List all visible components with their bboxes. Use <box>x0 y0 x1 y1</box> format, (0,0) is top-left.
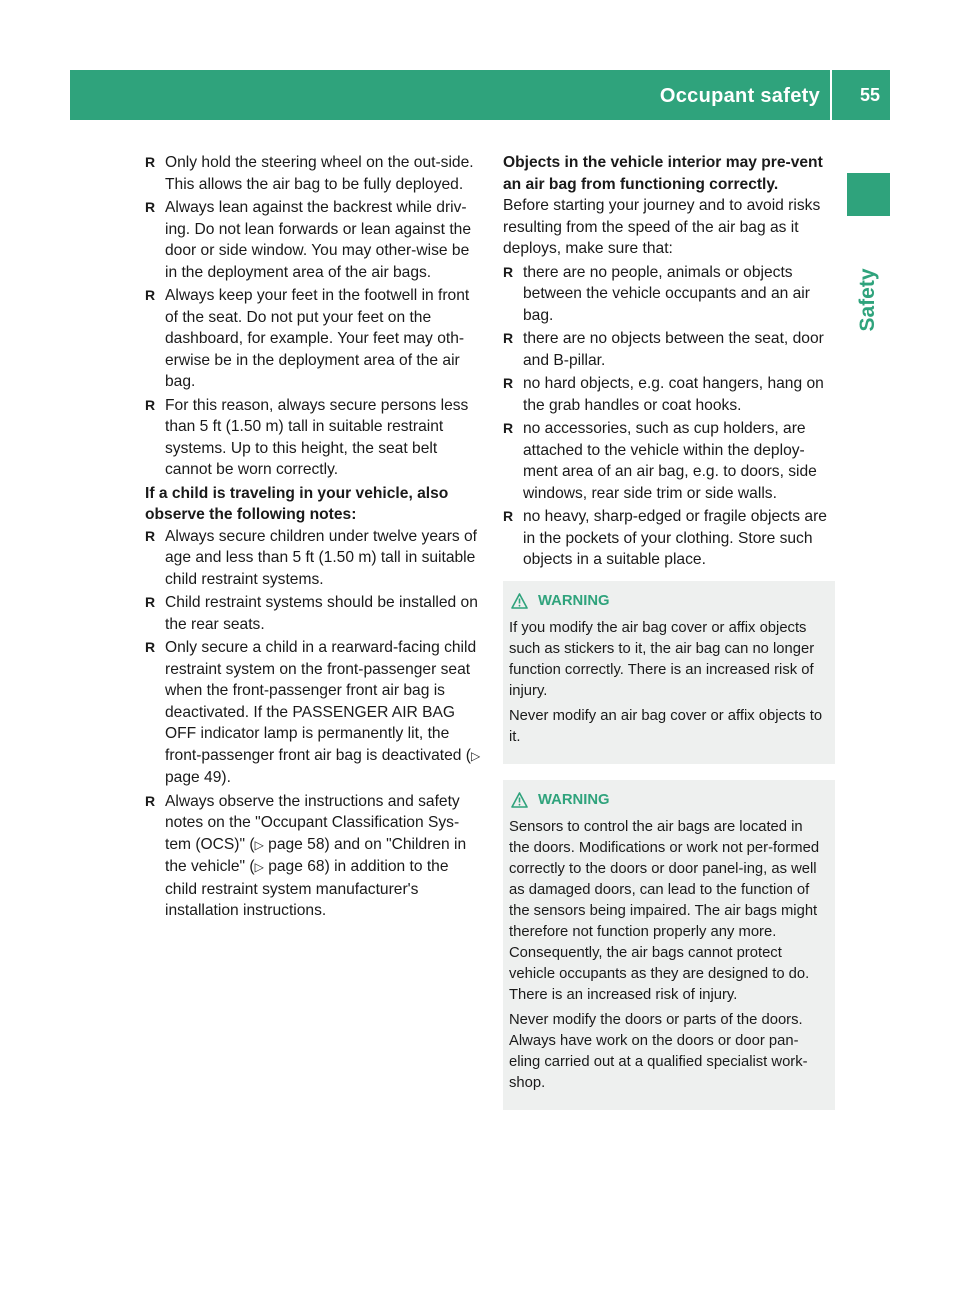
objects-heading: Objects in the vehicle interior may pre-vent an air bag from functioning correctly. <box>503 154 823 193</box>
warning-label: WARNING <box>538 592 610 609</box>
list-item-text: ) in addition to the child restraint system manufacturer's installation instructions. <box>165 858 449 919</box>
page-ref-arrow-icon: ▷ <box>470 748 481 763</box>
bullet-list-2 <box>145 526 483 922</box>
list-item: R there are no people, animals or objects between the vehicle occupants and an air bag. <box>503 262 835 327</box>
list-item: R Always lean against the backrest while driv-ing. Do not lean forwards or lean against the door or side window. You may other-wise be in the deployment area of the air bags. <box>145 197 483 283</box>
section-tab-marker <box>847 173 890 216</box>
list-item: R For this reason, always secure persons less than 5 ft (1.50 m) tall in suitable restraint systems. Up to this height, the seat belt cannot be worn correctly. <box>145 395 483 481</box>
warning-text: Never modify the doors or parts of the doors. Always have work on the doors or door pan-eling carried out at a qualified specialist work-shop. <box>509 1011 808 1091</box>
left-column <box>145 152 483 924</box>
header-divider <box>830 70 832 120</box>
warning-triangle-icon <box>511 593 528 609</box>
right-column <box>503 152 835 1110</box>
list-item: R there are no objects between the seat, door and B-pillar. <box>503 328 835 371</box>
page-ref-link[interactable]: page 58 <box>263 835 325 853</box>
list-item <box>145 791 483 922</box>
list-item: R Child restraint systems should be installed on the rear seats. <box>145 592 483 635</box>
list-item: R no hard objects, e.g. coat hangers, hang on the grab handles or coat hooks. <box>503 373 835 416</box>
page-ref-link[interactable]: page 49 <box>165 769 222 786</box>
list-item: R Always keep your feet in the footwell in front of the seat. Do not put your feet on the dashboard, for example. Your feet may oth-erwise be in the deployment area of the air bag. <box>145 285 483 393</box>
bullet-list-objects <box>503 262 835 571</box>
page-ref-arrow-icon: ▷ <box>254 837 264 852</box>
intro-paragraph: Before starting your journey and to avoid risks resulting from the speed of the air bag as it deploys, make sure that: <box>503 197 821 257</box>
page-ref-link[interactable]: page 68 <box>263 858 325 875</box>
list-item: R no heavy, sharp-edged or fragile objects are in the pockets of your clothing. Store such objects in a suitable place. <box>503 506 835 571</box>
warning-text: Sensors to control the air bags are located in the doors. Modifications or work not per-formed correctly to the doors or door panel-ing, as well as damaged doors, can lead to the function of the sensors being impaired. The air bags might therefore not function properly any more. Consequently, the air bags cannot protect vehicle occupants as they are designed to do. There is an increased risk of injury. <box>509 818 820 1003</box>
warning-heading <box>509 790 827 811</box>
list-item-text: Always observe the instructions and safety notes on the "Occupant Classification Sys-tem (OCS)" ( <box>165 792 460 853</box>
warning-text: If you modify the air bag cover or affix objects such as stickers to it, the air bag can no longer function correctly. There is an increased risk of injury. <box>509 619 815 699</box>
header-bar <box>70 70 890 120</box>
bullet-list-1 <box>145 152 483 481</box>
page-number: 55 <box>859 85 880 105</box>
warning-label: WARNING <box>538 791 610 808</box>
child-notes-heading: If a child is traveling in your vehicle, also observe the following notes: <box>145 484 449 523</box>
list-item-text: Only secure a child in a rearward-facing child restraint system on the front-passenger seat when the front-passenger front air bag is deactivated. If the PASSENGER AIR BAG OFF indicator lamp is permanently lit, the front-passenger front air bag is deactivated ( <box>165 639 477 764</box>
warning-text: Never modify an air bag cover or affix objects to it. <box>509 707 823 745</box>
warning-box-airbag-cover <box>503 581 835 764</box>
list-item-text: ). <box>221 769 231 786</box>
list-item: R no accessories, such as cup holders, are attached to the vehicle within the deploy-ment area of an air bag, e.g. to doors, side windows, rear side trim or side walls. <box>503 418 835 504</box>
section-label: Safety <box>856 268 879 332</box>
warning-triangle-icon <box>511 792 528 808</box>
list-item: R Always secure children under twelve years of age and less than 5 ft (1.50 m) tall in suitable child restraint systems. <box>145 526 483 591</box>
list-item-text: ) and on "Children in the vehicle" ( <box>165 835 467 875</box>
warning-box-door-sensors <box>503 780 835 1110</box>
list-item <box>145 637 483 789</box>
page-title: Occupant safety <box>659 85 820 107</box>
page-ref-arrow-icon: ▷ <box>254 860 264 874</box>
warning-heading <box>509 591 827 612</box>
list-item: R Only hold the steering wheel on the out-side. This allows the air bag to be fully deployed. <box>145 152 483 195</box>
